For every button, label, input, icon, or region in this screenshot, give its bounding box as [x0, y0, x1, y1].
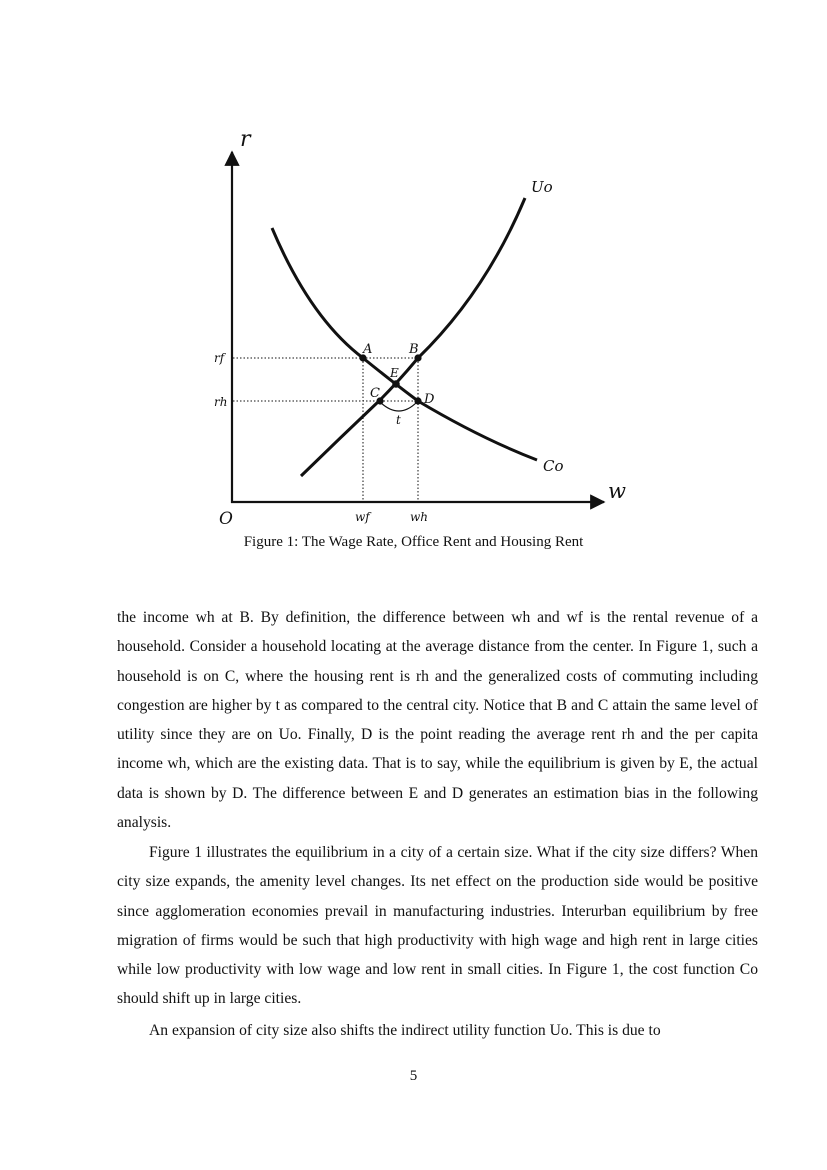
- body-paragraph-1: [117, 603, 758, 837]
- utility-curve: [301, 198, 525, 476]
- paragraph-text: Figure 1 illustrates the equilibrium in a city of a certain size. What if the city size differs? When city size expands, the amenity level changes. Its net effect on the production side would be positive since agglomeration economies prevail in manufacturing industries. Interurban equilibrium by free migration of firms would be such that high productivity with high wage and high rent in large cities while low productivity with low wage and low rent in small cities. In Figure 1, the cost function Co should shift up in large cities.: [117, 844, 758, 1008]
- figure-1-diagram: [200, 118, 640, 530]
- point-d: [414, 397, 421, 404]
- point-c-label: C: [370, 386, 380, 401]
- cost-curve: [272, 228, 537, 460]
- body-paragraph-3: [117, 1016, 758, 1045]
- commuting-cost-arc: [380, 402, 417, 411]
- t-label: t: [396, 413, 401, 427]
- rf-tick-label: rf: [214, 351, 225, 365]
- point-e-label: E: [390, 366, 399, 380]
- paragraph-text: the income wh at B. By definition, the difference between wh and wf is the rental revenue of a household. Consider a household locating at the average distance from the center. In Figure 1, such a household is on C, where the housing rent is rh and the generalized costs of commuting including congestion are higher by t as compared to the central city. Notice that B and C attain the same level of utility since they are on Uo. Finally, D is the point reading the average rent rh and the per capita income wh, which are the existing data. That is to say, while the equilibrium is given by E, the actual data is shown by D. The difference between E and D generates an estimation bias in the following analysis.: [117, 609, 758, 832]
- wf-tick-label: wf: [355, 510, 370, 524]
- point-e: [392, 380, 400, 388]
- rh-tick-label: rh: [214, 395, 228, 409]
- figure-1: [200, 118, 640, 530]
- x-axis-label: w: [608, 479, 626, 503]
- paragraph-text: An expansion of city size also shifts the indirect utility function Uo. This is due to: [149, 1022, 661, 1039]
- point-d-label: D: [424, 392, 435, 407]
- y-axis-label: r: [240, 127, 251, 152]
- figure-caption: Figure 1: The Wage Rate, Office Rent and Housing Rent: [243, 534, 584, 550]
- cost-curve-label: Co: [543, 457, 564, 475]
- utility-curve-label: Uo: [531, 178, 553, 196]
- page-number: 5: [409, 1068, 418, 1084]
- body-paragraph-2: [117, 838, 758, 1014]
- point-b-label: B: [409, 342, 419, 357]
- wh-tick-label: wh: [410, 510, 428, 524]
- point-a-label: A: [363, 342, 373, 357]
- origin-label: O: [219, 509, 233, 529]
